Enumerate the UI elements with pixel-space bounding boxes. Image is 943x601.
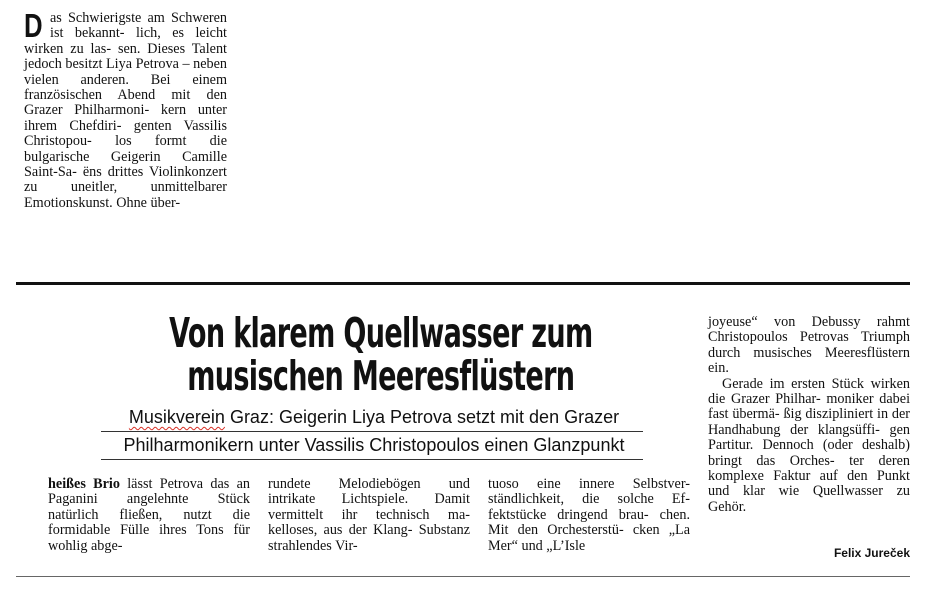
body-line: auf den Punkt und klar wie [708,468,910,500]
intro-text [24,7,228,211]
bottom-divider [16,576,910,577]
bold-lead: heißes Brio [48,476,120,492]
headline-line-2: musischen Meeresflüstern [187,352,575,400]
intro-line: genten Vassilis Christopou- [24,117,227,150]
body-line: intrikate Lichtspiele. Damit [268,491,470,508]
body-line: wirken die Grazer Philhar- [708,375,911,408]
subheadline-underline [101,431,643,432]
body-line: rundete Melodiebögen und [268,476,470,492]
body-line: ihres Tons für wohlig abge- [48,522,251,554]
intro-line: Emotionskunst. Ohne über- [24,194,181,211]
author-byline: Felix Jureček [833,546,910,560]
intro-line: los formt die bulgarische [24,133,227,165]
intro-line: uneitler, unmittelbarer [70,179,228,196]
intro-line: besitzt Liya Petrova – neben [65,56,228,73]
body-line: fektstücke dringend brau- [488,506,649,523]
headline-line-1: Von klarem Quellwasser zum [169,309,593,357]
subheadline-underline [101,459,643,460]
body-line: cken „La Mer“ und „L’Isle [488,522,691,554]
intro-column [24,7,228,211]
body-line: joyeuse“ von Debussy rahmt [708,314,910,330]
body-line: Christopoulos Petrovas [708,329,849,346]
body-line: Gerade im ersten Stück [722,375,864,392]
body-text [488,477,690,554]
body-column-1 [48,477,250,554]
intro-line: vielen anderen. Bei einem [24,71,227,88]
body-line: lässt Petrova das [119,476,230,492]
body-line: moniker dabei fast übermä- [708,391,911,423]
body-line: Meeresflüstern ein. [708,344,910,377]
intro-line: Geigerin Camille Saint-Sa- [24,148,227,181]
body-line: chen. Mit den Orchesterstü- [488,506,691,539]
body-line: tuoso eine innere Selbstver- [488,476,690,492]
body-line: ter deren komplexe Faktur [708,452,910,485]
intro-line: ëns drittes Violinkonzert zu [24,164,227,196]
intro-line: as Schwierigste am [50,10,165,26]
subheadline-text: Graz: Geigerin Liya Petrova setzt mit den Grazer [224,407,620,427]
body-line: ßig diszipliniert in der [783,406,910,423]
body-line: Handhabung der klangsüffi- [708,421,880,438]
body-line: kelloses, aus der Klang- [268,522,413,539]
body-line: Triumph durch musisches [708,329,911,361]
body-line: deshalb) bringt das Orches- [708,437,911,469]
body-line: vermittelt ihr technisch ma- [268,506,470,523]
drop-cap: D [24,7,43,44]
body-column-3 [488,477,690,554]
right-column [708,315,910,515]
intro-line: sen. Dieses Talent jedoch [24,40,228,73]
body-line: ständlichkeit, die solche Ef- [488,491,690,508]
right-paragraph-2 [708,377,910,516]
section-divider [16,282,910,285]
body-line: Substanz strahlendes Vir- [268,522,471,554]
right-paragraph-1 [708,315,910,377]
intro-line: französischen Abend mit [24,87,191,104]
intro-line: Schweren ist bekannt- [50,10,227,42]
body-line: nutzt die formidable Fülle [48,506,251,539]
body-text [48,477,250,554]
body-line: an Paganini angelehnte [48,476,250,508]
body-column-2 [268,477,470,554]
body-line: gen Partitur. Dennoch (oder [708,421,911,454]
body-line: Quellwasser zu Gehör. [708,483,911,515]
subheadline-line-2: Philharmonikern unter Vassilis Christopoulos einen Glanzpunkt [123,435,625,455]
body-line: Stück natürlich fließen, [48,491,250,523]
body-text [268,477,470,554]
intro-line: kern unter ihrem Chefdiri- [24,102,227,134]
spellcheck-flagged-word[interactable]: Musikverein [128,407,225,427]
subheadline-line-1 [24,406,724,428]
headline [150,309,612,400]
intro-line: lich, es leicht wirken zu las- [24,25,228,57]
intro-line: den Grazer Philharmoni- [24,87,227,119]
